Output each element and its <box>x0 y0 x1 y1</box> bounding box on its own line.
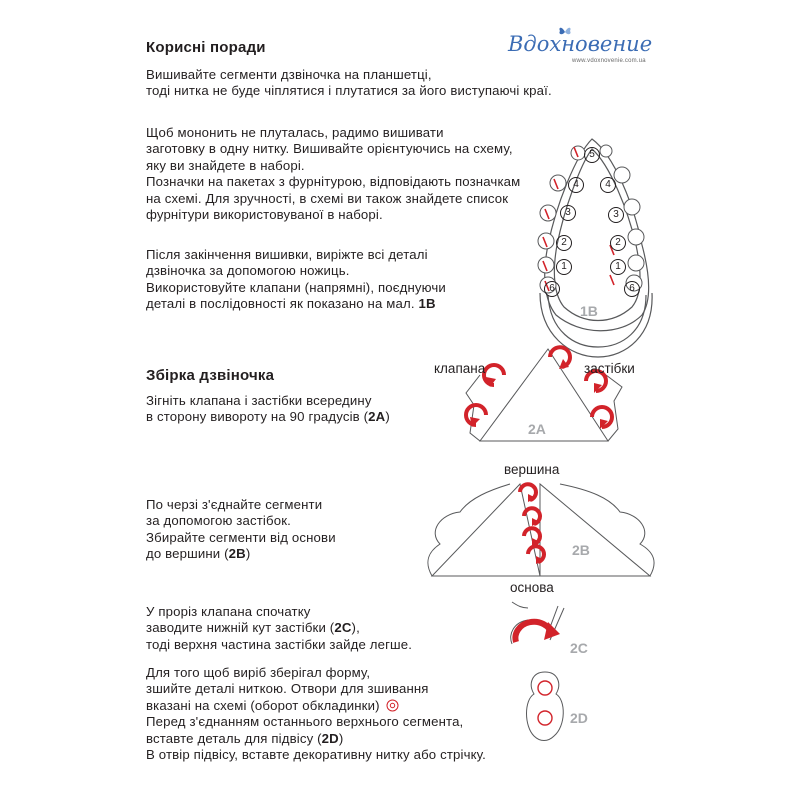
text-line <box>146 698 486 714</box>
text-line: в сторону вивороту на 90 градусів (2А) <box>146 409 390 425</box>
sewing-hole-icon <box>386 699 399 712</box>
tips-paragraph-3 <box>146 247 446 313</box>
figure-reference: 2С <box>334 620 352 636</box>
text-segment: в сторону вивороту на 90 градусів ( <box>146 409 369 425</box>
figure-tag: 2С <box>570 640 588 656</box>
text-segment: до вершини ( <box>146 546 229 562</box>
logo-url: www.vdoxnovenie.com.ua <box>572 58 646 64</box>
text-segment: вставте деталь для підвісу ( <box>146 730 322 746</box>
marker-left-5: 5 <box>584 147 600 163</box>
bell-segment-diagram <box>530 135 660 365</box>
step-b-text <box>146 497 336 563</box>
text-line: зшийте деталі ниткою. Отвори для зшивання <box>146 681 429 697</box>
text-line: По черзі з'єднайте сегменти <box>146 497 323 512</box>
marker-left-2: 2 <box>556 235 572 251</box>
figure-2d <box>522 670 602 742</box>
marker-left-3: 3 <box>560 205 576 221</box>
step-c-text <box>146 604 412 653</box>
tips-paragraph-2 <box>146 125 520 223</box>
text-line <box>146 296 446 312</box>
tips-paragraph-1 <box>146 67 552 100</box>
text-line: тоді верхня частина застібки зайде легше. <box>146 636 413 652</box>
text-line: вставте деталь для підвісу (2D) <box>146 730 344 746</box>
text-line: Для того щоб виріб зберігал форму, <box>146 665 371 680</box>
figure-tag: 2А <box>528 421 546 437</box>
marker-left-6: 6 <box>544 281 560 297</box>
step-a-text <box>146 393 390 426</box>
marker-right-2: 2 <box>610 235 626 251</box>
text-segment: вказані на схемі (оборот обкладинки) <box>146 697 380 713</box>
figure-2c <box>498 598 598 664</box>
text-line: Позначки на пакетах з фурнітурою, відповідають позначкам <box>146 174 521 190</box>
assembly-title: Збірка дзвіночка <box>146 367 275 384</box>
figure-reference: 2А <box>368 409 386 425</box>
figure-1b <box>530 135 660 365</box>
join-diagram <box>420 462 660 597</box>
marker-right-3: 3 <box>608 207 624 223</box>
figure-reference: 2В <box>228 546 246 562</box>
marker-left-1: 1 <box>556 259 572 275</box>
figure-2a <box>430 345 645 445</box>
text-line: до вершини (2В) <box>146 546 251 562</box>
text-line: за допомогою застібок. <box>146 513 291 529</box>
marker-right-6: 6 <box>624 281 640 297</box>
text-line: тоді нитка не буде чіплятися і плутатися за його виступаючі краї. <box>146 83 552 99</box>
logo-name: Вдохновение <box>508 32 653 56</box>
text-line: Вишивайте сегменти дзвіночка на планшетці, <box>146 67 432 82</box>
hanger-part-diagram <box>522 670 568 742</box>
text-line: В отвір підвісу, вставте декоративну нитку або стрічку. <box>146 747 486 763</box>
figure-tag: 2В <box>572 542 590 558</box>
text-line: заводите нижній кут застібки (2С), <box>146 620 360 636</box>
figure-reference: 2D <box>321 730 339 746</box>
text-line: фурнітури використовуваної в наборі. <box>146 207 383 223</box>
text-line: Збирайте сегменти від основи <box>146 529 336 545</box>
label-flaps: клапана <box>434 361 486 376</box>
marker-left-4: 4 <box>568 177 584 193</box>
text-line: дзвіночка за допомогою ножиць. <box>146 263 350 279</box>
text-segment: деталі в послідовності як показано на мал. <box>146 296 419 312</box>
text-line: Зігніть клапана і застібки всередину <box>146 393 372 408</box>
text-line: Використовуйте клапани (напрямні), поєднуючи <box>146 279 446 295</box>
text-line: Перед з'єднанням останнього верхнього сегмента, <box>146 714 464 730</box>
label-apex: вершина <box>504 462 560 477</box>
text-line: яку ви знайдете в наборі. <box>146 157 305 173</box>
figure-tag: 1В <box>580 303 598 319</box>
figure-reference: 1В <box>418 296 436 312</box>
figure-2b <box>420 462 660 597</box>
marker-right-1: 1 <box>610 259 626 275</box>
text-line: на схемі. Для зручності, в схемі ви також знайдете список <box>146 190 509 206</box>
text-segment: заводите нижній кут застібки ( <box>146 620 335 636</box>
label-clasps: застібки <box>584 361 635 376</box>
logo <box>508 28 658 68</box>
label-base: основа <box>510 580 554 595</box>
text-line: заготовку в одну нитку. Вишивайте орієнтуючись на схему, <box>146 141 513 157</box>
step-d-text <box>146 665 486 763</box>
text-line: Після закінчення вишивки, виріжте всі деталі <box>146 247 428 262</box>
marker-right-4: 4 <box>600 177 616 193</box>
figure-tag: 2D <box>570 710 588 726</box>
tips-title: Корисні поради <box>146 39 266 56</box>
text-line: Щоб мононить не плуталась, радимо вишивати <box>146 125 444 140</box>
text-line: У проріз клапана спочатку <box>146 604 311 619</box>
